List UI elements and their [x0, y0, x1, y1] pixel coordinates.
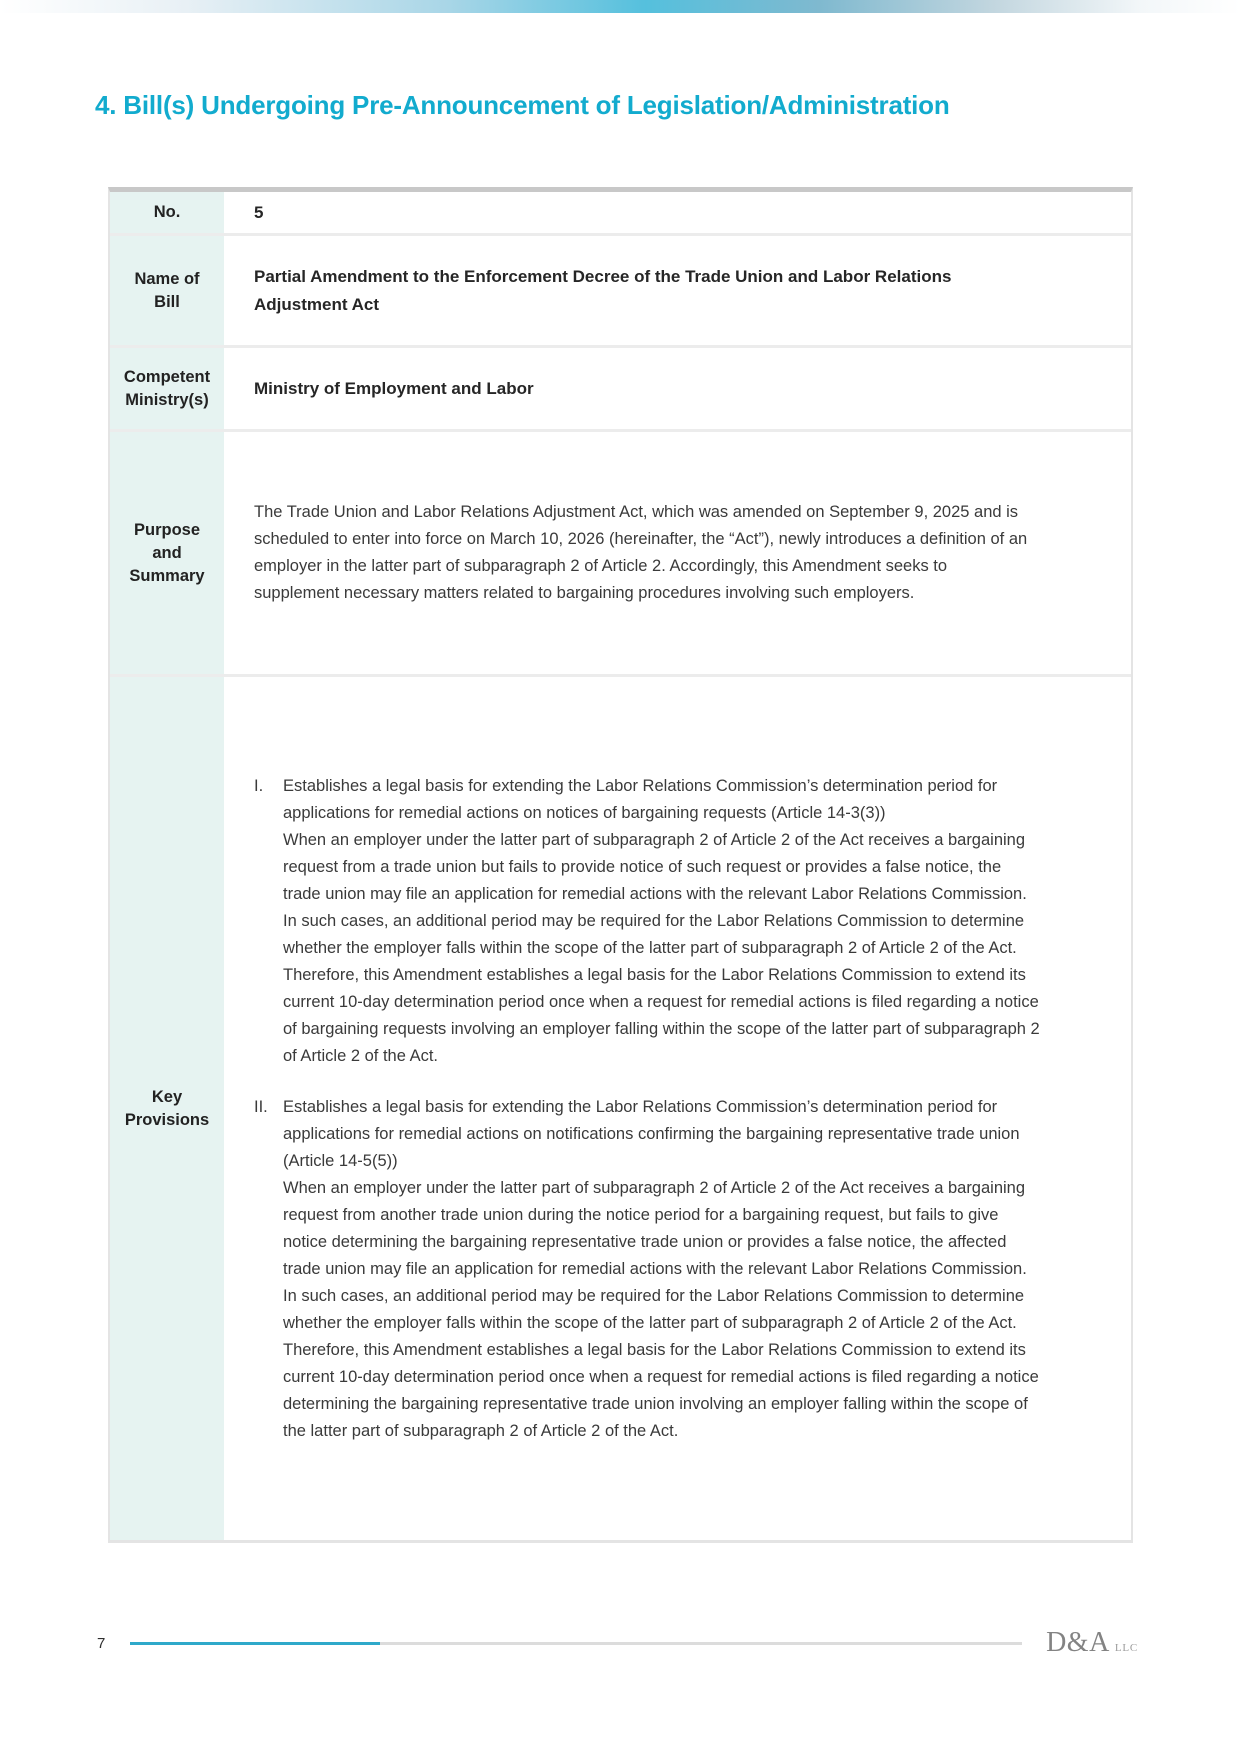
page-number: 7	[97, 1634, 106, 1652]
bill-number: 5	[254, 202, 264, 222]
purpose-summary-text: The Trade Union and Labor Relations Adjustment Act, which was amended on September 9, 2025 and is scheduled to enter into force on March 10, 2026 (hereinafter, the “Act”), newly introduces a definition of an employer in the latter part of subparagraph 2 of Article 2. Accordingly, this Amendment seeks to supplement necessary matters related to bargaining procedures involving such employers.	[254, 503, 1028, 602]
row-value-key-provisions-cell	[228, 677, 1131, 1540]
key-provision-1-body: When an employer under the latter part of subparagraph 2 of Article 2 of the Act receives a bargaining request from a trade union but fails to provide notice of such request or provides a false notice, the trade union may file an application for remedial actions with the relevant Labor Relations Commission. In such cases, an additional period may be required for the Labor Relations Commission to determine whether the employer falls within the scope of the latter part of subparagraph 2 of Article 2 of the Act. Therefore, this Amendment establishes a legal basis for the Labor Relations Commission to extend its current 10-day determination period once when a request for remedial actions is filed regarding a notice of bargaining requests involving an employer falling within the scope of the latter part of subparagraph 2 of Article 2 of the Act.	[283, 830, 1040, 1065]
row-label-name-of-bill: Name of Bill	[110, 236, 228, 345]
row-label-competent-ministry: Competent Ministry(s)	[110, 348, 228, 429]
row-label-purpose-summary: Purpose and Summary	[110, 432, 228, 674]
table-row-competent-ministry	[110, 348, 1131, 432]
bill-name: Partial Amendment to the Enforcement Decree of the Trade Union and Labor Relations Adjustment Act	[254, 266, 952, 314]
row-label-key-provisions: Key Provisions	[110, 677, 228, 1540]
table-row-purpose-summary	[110, 432, 1131, 677]
row-label-no: No.	[110, 192, 228, 233]
key-provision-item-1	[254, 773, 1069, 1070]
footer-divider-line	[130, 1642, 1022, 1645]
company-logo-suffix: LLC	[1114, 1642, 1138, 1654]
company-logo	[1046, 1627, 1138, 1659]
key-provisions-list	[254, 773, 1069, 1445]
key-provision-2-heading: Establishes a legal basis for extending the Labor Relations Commission’s determination period for applications for remedial actions on notifications confirming the bargaining representative trade union (Article 14-5(5))	[283, 1097, 1020, 1170]
key-provision-2-body: When an employer under the latter part of subparagraph 2 of Article 2 of the Act receives a bargaining request from another trade union during the notice period for a bargaining request, but fails to give notice determining the bargaining representative trade union or provides a false notice, the affected trade union may file an application for remedial actions with the relevant Labor Relations Commission. In such cases, an additional period may be required for the Labor Relations Commission to determine whether the employer falls within the scope of the latter part of subparagraph 2 of Article 2 of the Act. Therefore, this Amendment establishes a legal basis for the Labor Relations Commission to extend its current 10-day determination period once when a request for remedial actions is filed regarding a notice determining the bargaining representative trade union involving an employer falling within the scope of the latter part of subparagraph 2 of Article 2 of the Act.	[283, 1178, 1039, 1440]
page-footer	[97, 1627, 1138, 1659]
row-value-competent-ministry-cell	[228, 348, 1131, 429]
ministry-name: Ministry of Employment and Labor	[254, 378, 534, 398]
key-provision-1-text	[283, 773, 1043, 1070]
key-provision-1-numeral: I.	[254, 776, 264, 795]
row-value-no-cell	[228, 192, 1131, 233]
company-logo-text: D&A	[1046, 1627, 1110, 1658]
page-title: 4. Bill(s) Undergoing Pre-Announcement of Legislation/Administration	[95, 90, 950, 120]
row-value-name-of-bill-cell	[228, 236, 1131, 345]
key-provision-2-numeral: II.	[254, 1097, 268, 1116]
table-row-no	[110, 192, 1131, 236]
table-row-name-of-bill	[110, 236, 1131, 348]
table-row-key-provisions	[110, 677, 1131, 1540]
top-gradient-bar	[0, 0, 1241, 13]
key-provision-item-2	[254, 1094, 1069, 1445]
row-value-purpose-summary-cell	[228, 432, 1131, 674]
bill-table	[108, 187, 1133, 1543]
footer-divider-accent-segment	[130, 1642, 380, 1645]
key-provision-1-heading: Establishes a legal basis for extending the Labor Relations Commission’s determination period for applications for remedial actions on notices of bargaining requests (Article 14-3(3))	[283, 776, 998, 822]
key-provision-2-text	[283, 1094, 1043, 1445]
